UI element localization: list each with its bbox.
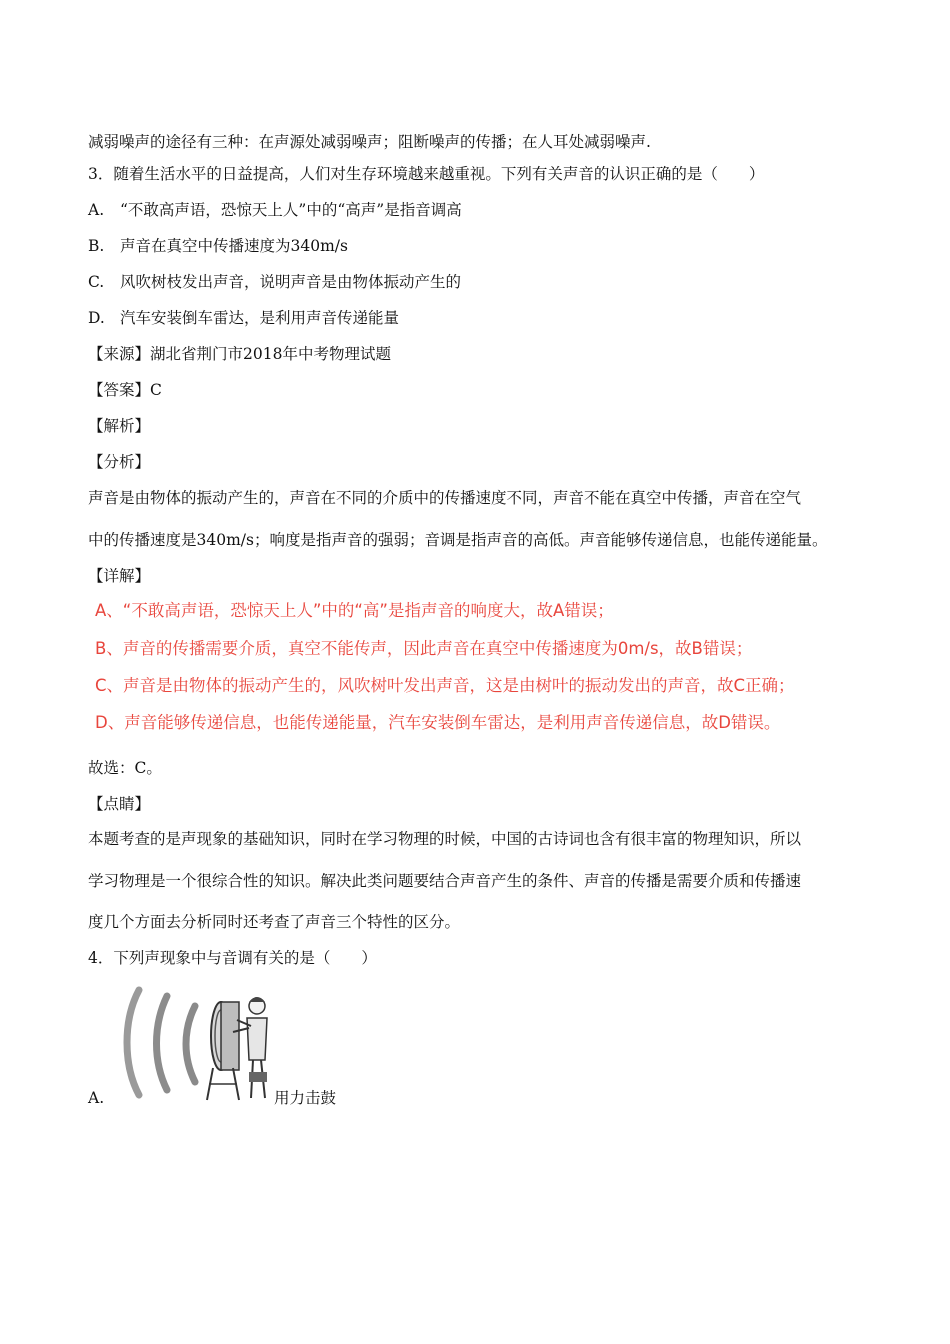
- detail-red-a: A、“不敢高声语，恐惊天上人”中的“高”是指声音的响度大，故A错误；: [95, 601, 614, 620]
- q3-option-d: [88, 308, 399, 328]
- q3-option-a: [88, 200, 462, 220]
- summary-line-2: 学习物理是一个很综合性的知识。解决此类问题要结合声音产生的条件、声音的传播是需要介质和传播速: [88, 872, 802, 890]
- answer-line: 【答案】C: [88, 381, 162, 399]
- conclusion-line: 故选：C。: [88, 759, 162, 777]
- option-text: 汽车安装倒车雷达，是利用声音传递能量: [120, 309, 400, 327]
- drum-sound-waves-illustration: [121, 980, 273, 1103]
- option-label: C.: [88, 273, 105, 291]
- fenxi-heading: 【分析】: [88, 453, 151, 471]
- detail-red-d: D、声音能够传递信息，也能传递能量，汽车安装倒车雷达，是利用声音传递信息，故D错误。: [95, 713, 781, 732]
- summary-line-3: 度几个方面去分析同时还考查了声音三个特性的区分。: [88, 913, 461, 931]
- drum-illustration-icon: [121, 980, 273, 1103]
- q4-option-a-label: A.: [88, 1089, 105, 1107]
- option-label: D.: [88, 309, 105, 327]
- xiangjie-heading: 【详解】: [88, 567, 151, 585]
- question-4: 4．下列声现象中与音调有关的是（ ）: [88, 949, 377, 967]
- option-label: A.: [88, 201, 105, 219]
- q3-option-b: [88, 236, 348, 256]
- jiexi-heading: 【解析】: [88, 417, 151, 435]
- option-text: 风吹树枝发出声音，说明声音是由物体振动产生的: [120, 273, 462, 291]
- q3-option-c: [88, 272, 461, 292]
- option-text: 声音在真空中传播速度为340m/s: [120, 237, 348, 255]
- option-label: B.: [88, 237, 105, 255]
- noise-reduction-text: 减弱噪声的途径有三种：在声源处减弱噪声；阻断噪声的传播；在人耳处减弱噪声.: [88, 133, 651, 151]
- option-text: “不敢高声语，恐惊天上人”中的“高声”是指音调高: [120, 201, 462, 219]
- summary-line-1: 本题考查的是声现象的基础知识，同时在学习物理的时候，中国的古诗词也含有很丰富的物理知识，所以: [88, 830, 802, 848]
- detail-red-b: B、声音的传播需要介质，真空不能传声，因此声音在真空中传播速度为0m/s，故B错误；: [95, 639, 753, 658]
- dianjing-heading: 【点睛】: [88, 795, 151, 813]
- analysis-line-1: 声音是由物体的振动产生的，声音在不同的介质中的传播速度不同，声音不能在真空中传播，声音在空气: [88, 489, 802, 507]
- analysis-line-2: 中的传播速度是340m/s；响度是指声音的强弱；音调是指声音的高低。声音能够传递信息，也能传递能量。: [88, 531, 828, 549]
- question-3: 3．随着生活水平的日益提高，人们对生存环境越来越重视。下列有关声音的认识正确的是（ ）: [88, 165, 765, 183]
- source-line: 【来源】湖北省荆门市2018年中考物理试题: [88, 345, 391, 363]
- q4-option-a-text: 用力击鼓: [274, 1089, 337, 1107]
- detail-red-c: C、声音是由物体的振动产生的，风吹树叶发出声音，这是由树叶的振动发出的声音，故C正确；: [95, 676, 795, 695]
